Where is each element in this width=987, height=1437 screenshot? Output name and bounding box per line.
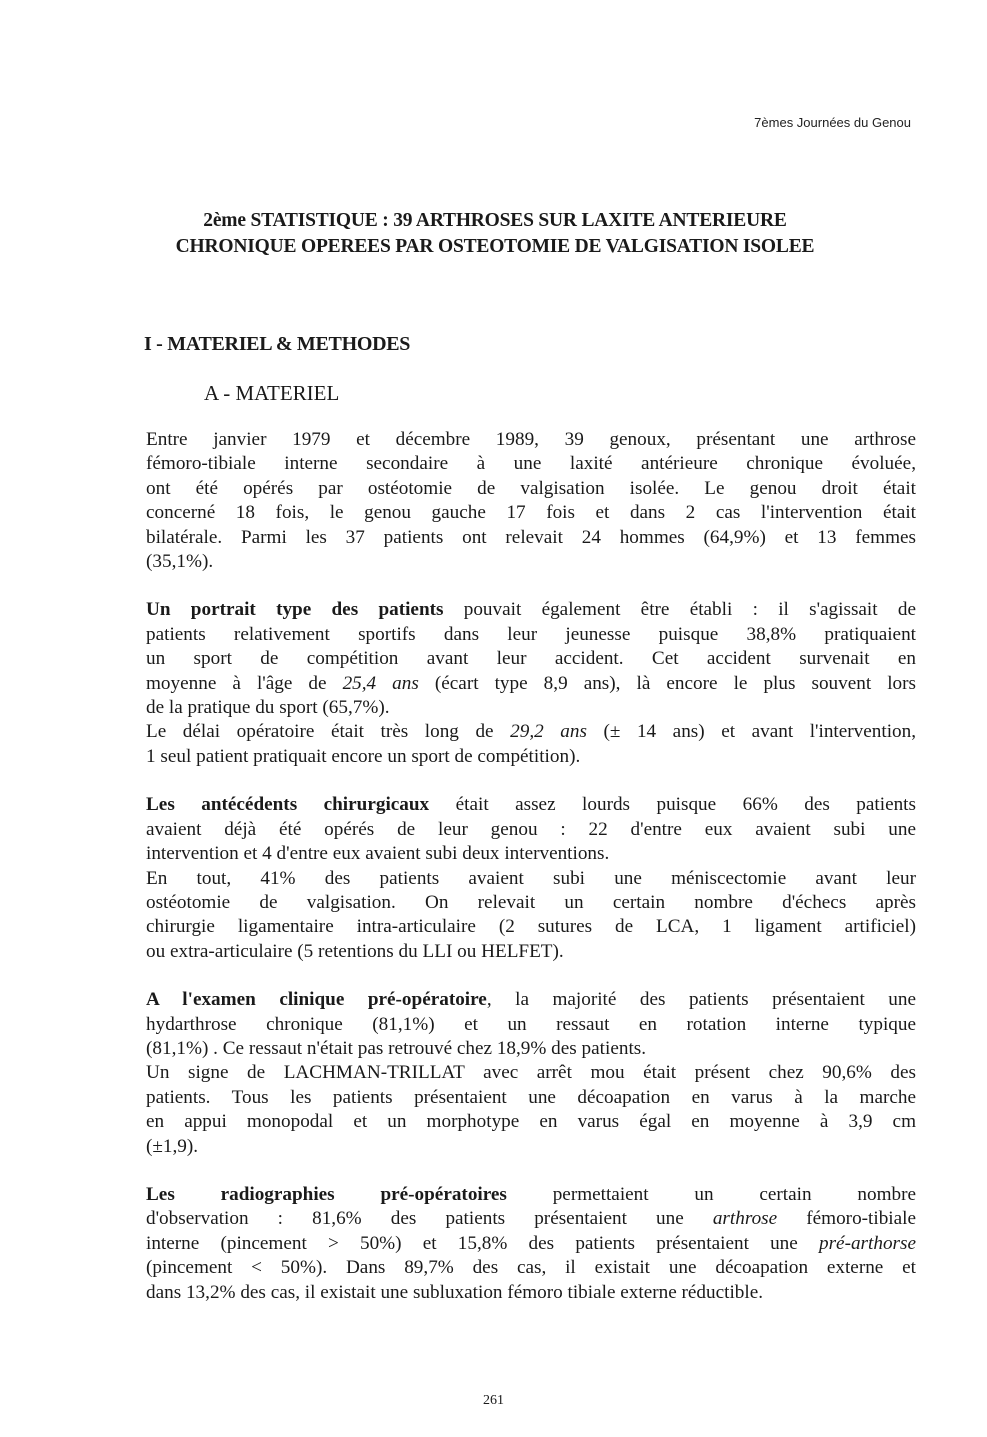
text-line: (35,1%). xyxy=(146,551,214,573)
subsection-heading: A - MATERIEL xyxy=(204,381,340,405)
text-line: patients. Tous les patients présentaient une décoapation en varus à la marche xyxy=(146,1086,916,1108)
text-line: A l'examen clinique pré-opératoire, la majorité des patients présentaient une xyxy=(146,989,916,1011)
text-line: bilatérale. Parmi les 37 patients ont relevait 24 hommes (64,9%) et 13 femmes xyxy=(146,526,916,548)
bold-lead: A l'examen clinique pré-opératoire xyxy=(146,989,487,1011)
text-line: concerné 18 fois, le genou gauche 17 fois et dans 2 cas l'intervention était xyxy=(146,502,916,524)
text-line: en appui monopodal et un morphotype en varus égal en moyenne à 3,9 cm xyxy=(146,1111,916,1133)
text-line: En tout, 41% des patients avaient subi une méniscectomie avant leur xyxy=(146,867,916,889)
body-text xyxy=(146,428,916,1305)
title-line-1: 2ème STATISTIQUE : 39 ARTHROSES SUR LAXITE ANTERIEURE xyxy=(203,210,787,231)
bold-lead: Un portrait type des patients xyxy=(146,599,444,621)
text-line: d'observation : 81,6% des patients présentaient une arthrose fémoro-tibiale xyxy=(146,1208,917,1230)
document-title xyxy=(100,208,890,260)
page-number: 261 xyxy=(483,1393,504,1408)
text-line: 1 seul patient pratiquait encore un sport de compétition). xyxy=(146,745,581,767)
bold-lead: Les antécédents chirurgicaux xyxy=(146,794,430,816)
text-line: fémoro-tibiale interne secondaire à une laxité antérieure chronique évoluée, xyxy=(146,453,916,475)
text-line: (pincement < 50%). Dans 89,7% des cas, il existait une décoapation externe et xyxy=(146,1257,916,1279)
text-line: (±1,9). xyxy=(146,1135,199,1157)
text-line: interne (pincement > 50%) et 15,8% des patients présentaient une pré-arthorse xyxy=(146,1232,916,1254)
text-line: un sport de compétition avant leur accident. Cet accident survenait en xyxy=(146,648,916,670)
text-line: Un signe de LACHMAN-TRILLAT avec arrêt mou était présent chez 90,6% des xyxy=(146,1062,916,1084)
section-heading: I - MATERIEL & METHODES xyxy=(144,333,411,355)
text-line: (81,1%) . Ce ressaut n'était pas retrouvé chez 18,9% des patients. xyxy=(146,1037,647,1059)
paragraph-4 xyxy=(146,988,916,1159)
title-line-2: CHRONIQUE OPEREES PAR OSTEOTOMIE DE VALGISATION ISOLEE xyxy=(175,236,815,257)
text-line: intervention et 4 d'entre eux avaient subi deux interventions. xyxy=(146,843,610,865)
text-line: ont été opérés par ostéotomie de valgisation isolée. Le genou droit était xyxy=(146,477,916,499)
text-line: Le délai opératoire était très long de 29,2 ans (± 14 ans) et avant l'intervention, xyxy=(146,721,917,743)
paragraph-3 xyxy=(146,793,916,964)
text-line: Entre janvier 1979 et décembre 1989, 39 genoux, présentant une arthrose xyxy=(146,429,916,450)
paragraph-5 xyxy=(146,1183,916,1305)
paragraph-1 xyxy=(146,428,916,574)
text-line: moyenne à l'âge de 25,4 ans (écart type 8,9 ans), là encore le plus souvent lors xyxy=(146,672,917,694)
text-line: avaient déjà été opérés de leur genou : 22 d'entre eux avaient subi une xyxy=(146,818,916,840)
text-line: ou extra-articulaire (5 retentions du LLI ou HELFET). xyxy=(146,940,564,962)
text-line: Les radiographies pré-opératoires permettaient un certain nombre xyxy=(146,1183,916,1205)
bold-lead: Les radiographies pré-opératoires xyxy=(146,1183,507,1205)
text-line: de la pratique du sport (65,7%). xyxy=(146,697,390,719)
text-line: hydarthrose chronique (81,1%) et un ressaut en rotation interne typique xyxy=(146,1013,916,1035)
text-line: Les antécédents chirurgicaux était assez lourds puisque 66% des patients xyxy=(146,794,916,816)
paragraph-2 xyxy=(146,598,916,769)
running-header: 7èmes Journées du Genou xyxy=(754,115,911,130)
text-line: chirurgie ligamentaire intra-articulaire (2 sutures de LCA, 1 ligament artificiel) xyxy=(146,916,916,938)
text-line: patients relativement sportifs dans leur jeunesse puisque 38,8% pratiquaient xyxy=(146,623,916,645)
text-line: dans 13,2% des cas, il existait une subluxation fémoro tibiale externe réductible. xyxy=(146,1281,764,1303)
text-line: Un portrait type des patients pouvait également être établi : il s'agissait de xyxy=(146,599,916,621)
text-line: ostéotomie de valgisation. On relevait un certain nombre d'échecs après xyxy=(146,891,916,913)
